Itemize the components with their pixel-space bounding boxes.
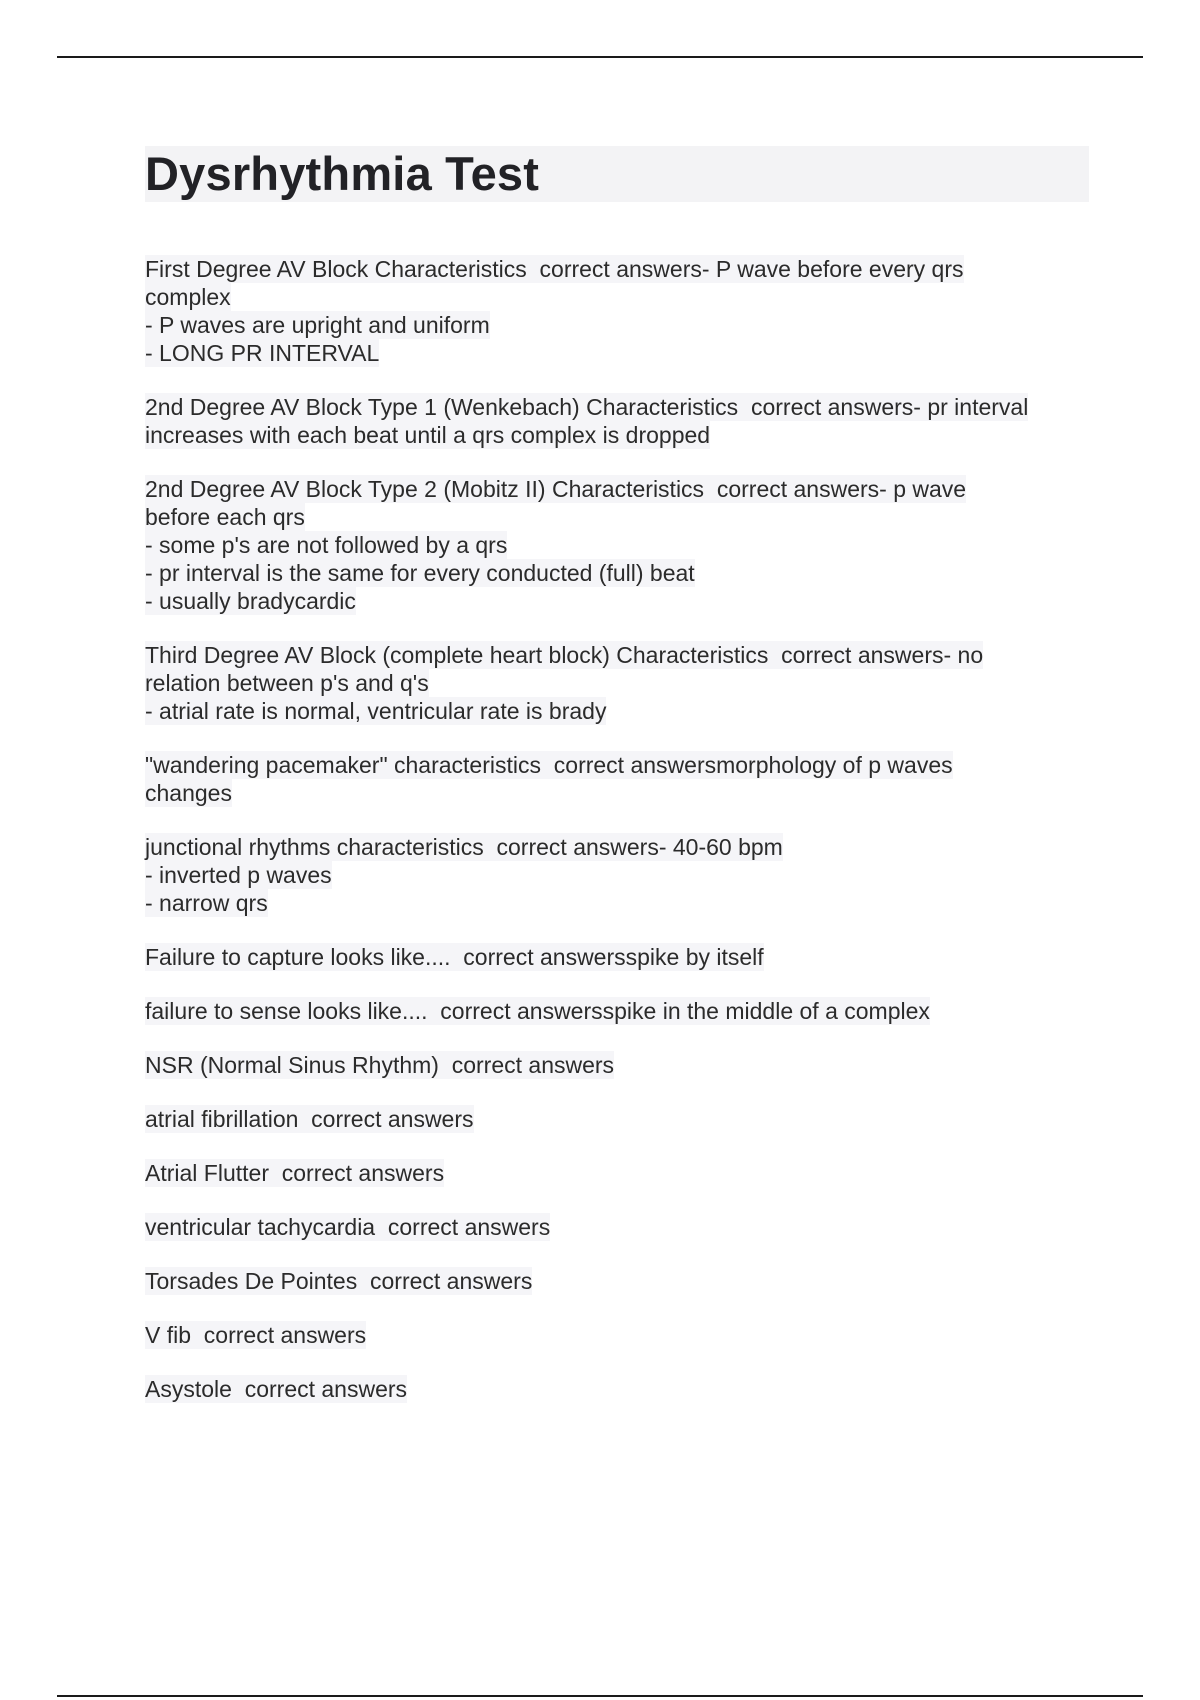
qa-entry-asystole bbox=[145, 1375, 1105, 1403]
qa-line: atrial fibrillation correct answers bbox=[145, 1106, 474, 1132]
qa-line: increases with each beat until a qrs complex is dropped bbox=[145, 422, 711, 448]
qa-line: - LONG PR INTERVAL bbox=[145, 340, 380, 366]
qa-entry-torsades-de-pointes bbox=[145, 1267, 1105, 1295]
qa-entry-atrial-fibrillation bbox=[145, 1105, 1105, 1133]
qa-line: failure to sense looks like.... correct answersspike in the middle of a complex bbox=[145, 998, 930, 1024]
qa-entry-second-degree-type-1 bbox=[145, 393, 1105, 449]
bottom-rule bbox=[57, 1695, 1143, 1697]
qa-line: 2nd Degree AV Block Type 1 (Wenkebach) Characteristics correct answers- pr interval bbox=[145, 394, 1029, 420]
qa-entry-junctional-rhythms bbox=[145, 833, 1105, 917]
qa-list bbox=[145, 255, 1105, 1429]
qa-line: complex bbox=[145, 284, 231, 310]
qa-line: changes bbox=[145, 780, 232, 806]
qa-line: Torsades De Pointes correct answers bbox=[145, 1268, 533, 1294]
qa-line: Asystole correct answers bbox=[145, 1376, 408, 1402]
qa-line: "wandering pacemaker" characteristics correct answersmorphology of p waves bbox=[145, 752, 953, 778]
qa-entry-ventricular-tachycardia bbox=[145, 1213, 1105, 1241]
qa-entry-v-fib bbox=[145, 1321, 1105, 1349]
qa-line: - inverted p waves bbox=[145, 862, 332, 888]
qa-line: 2nd Degree AV Block Type 2 (Mobitz II) Characteristics correct answers- p wave bbox=[145, 476, 967, 502]
qa-line: - pr interval is the same for every conducted (full) beat bbox=[145, 560, 695, 586]
qa-entry-failure-to-sense bbox=[145, 997, 1105, 1025]
page-title: Dysrhythmia Test bbox=[145, 147, 540, 200]
qa-line: Atrial Flutter correct answers bbox=[145, 1160, 445, 1186]
qa-line: ventricular tachycardia correct answers bbox=[145, 1214, 551, 1240]
qa-entry-atrial-flutter bbox=[145, 1159, 1105, 1187]
top-rule bbox=[57, 56, 1143, 58]
qa-entry-nsr bbox=[145, 1051, 1105, 1079]
qa-entry-third-degree-av-block bbox=[145, 641, 1105, 725]
qa-entry-second-degree-type-2 bbox=[145, 475, 1105, 615]
qa-line: Failure to capture looks like.... correct answersspike by itself bbox=[145, 944, 764, 970]
qa-line: - atrial rate is normal, ventricular rate is brady bbox=[145, 698, 607, 724]
qa-line: First Degree AV Block Characteristics correct answers- P wave before every qrs bbox=[145, 256, 964, 282]
qa-line: V fib correct answers bbox=[145, 1322, 367, 1348]
qa-entry-wandering-pacemaker bbox=[145, 751, 1105, 807]
qa-line: - P waves are upright and uniform bbox=[145, 312, 490, 338]
qa-line: - narrow qrs bbox=[145, 890, 268, 916]
qa-line: Third Degree AV Block (complete heart block) Characteristics correct answers- no bbox=[145, 642, 984, 668]
qa-line: before each qrs bbox=[145, 504, 305, 530]
qa-entry-failure-to-capture bbox=[145, 943, 1105, 971]
qa-entry-first-degree-av-block bbox=[145, 255, 1105, 367]
qa-line: relation between p's and q's bbox=[145, 670, 429, 696]
qa-line: junctional rhythms characteristics correct answers- 40-60 bpm bbox=[145, 834, 783, 860]
qa-line: - usually bradycardic bbox=[145, 588, 356, 614]
qa-line: NSR (Normal Sinus Rhythm) correct answers bbox=[145, 1052, 615, 1078]
qa-line: - some p's are not followed by a qrs bbox=[145, 532, 508, 558]
